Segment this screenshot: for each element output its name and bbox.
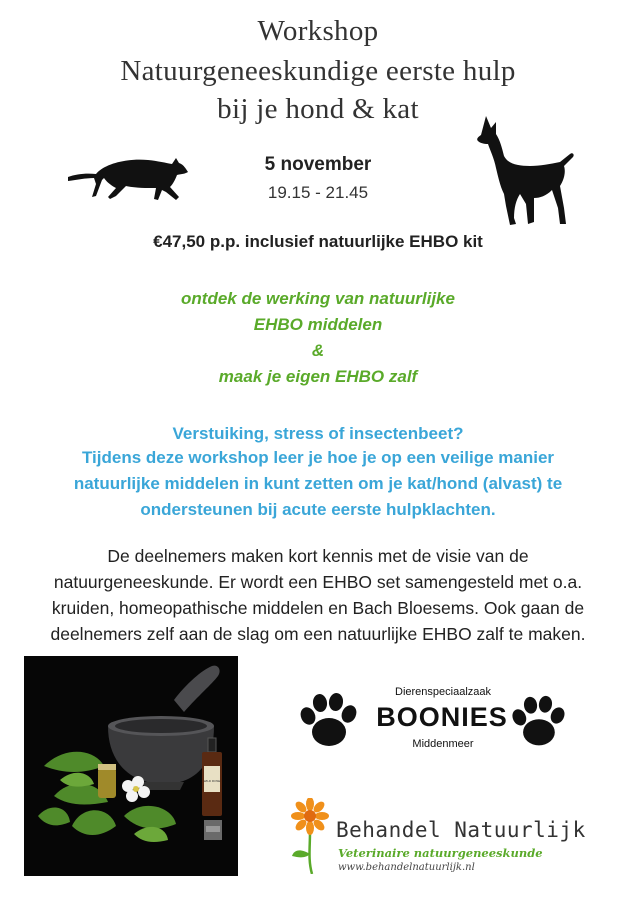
dog-silhouette-icon — [474, 114, 578, 228]
boonies-tagline: Dierenspeciaalzaak — [395, 686, 491, 698]
title-line-1: Workshop — [257, 15, 379, 47]
event-time: 19.15 - 21.45 — [267, 183, 369, 202]
highlight-line: ontdek de werking van natuurlijke — [181, 289, 455, 308]
highlight-line: & — [311, 341, 325, 360]
behandel-url: www.behandelnatuurlijk.nl — [338, 862, 475, 873]
highlight-line: maak je eigen EHBO zalf — [218, 367, 418, 386]
behandel-subtitle: Veterinaire natuurgeneeskunde — [338, 846, 543, 860]
boonies-location: Middenmeer — [412, 738, 474, 750]
intro-line: Verstuiking, stress of insectenbeet? — [172, 424, 464, 443]
description-line: kruiden, homeopathische middelen en Bach Bloesems. Ook gaan de — [51, 598, 585, 618]
highlight-line: EHBO middelen — [253, 315, 383, 334]
behandel-natuurlijk-logo — [284, 798, 584, 878]
description-line: natuurgeneeskunde. Er wordt een EHBO set samengesteld met o.a. — [53, 572, 583, 592]
boonies-logo — [296, 684, 576, 760]
paw-icon — [298, 692, 358, 750]
product-photo — [24, 656, 238, 876]
cat-silhouette-icon — [66, 150, 192, 202]
intro-line: natuurlijke middelen in kunt zetten om je kat/hond (alvast) te — [73, 474, 563, 493]
intro-line: ondersteunen bij acute eerste hulpklachten. — [140, 500, 496, 519]
description-line: deelnemers zelf aan de slag om een natuurlijke EHBO zalf te maken. — [50, 624, 586, 644]
title-line-2: Natuurgeneeskundige eerste hulp — [120, 55, 516, 87]
bottle-label: WILD ROSE — [203, 779, 221, 783]
flower-icon — [288, 798, 332, 874]
description-line: De deelnemers maken kort kennis met de visie van de — [107, 546, 529, 566]
title-line-3: bij je hond & kat — [217, 93, 419, 125]
behandel-title: Behandel Natuurlijk — [336, 818, 586, 842]
event-price: €47,50 p.p. inclusief natuurlijke EHBO kit — [153, 232, 483, 251]
boonies-name: BOONIES — [376, 702, 508, 732]
intro-line: Tijdens deze workshop leer je hoe je op een veilige manier — [81, 448, 555, 467]
event-date: 5 november — [264, 154, 372, 175]
